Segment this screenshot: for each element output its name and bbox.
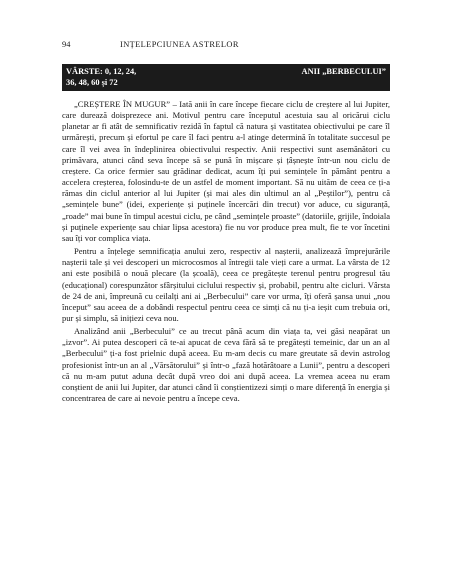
page-number: 94	[62, 40, 71, 49]
ages-label-continued: 36, 48, 60 și 72	[66, 78, 118, 87]
paragraph: „CREȘTERE ÎN MUGUR” – Iată anii în care începe fiecare ciclu de creștere al lui Jupiter, care durează doisprezece ani. Motivul pentru care începutul acestuia sau al oricărui ciclu planetar ar fi atât de semnificativ rezidă în faptul că natura și vastitatea obiectivului pe care îl urmărești, precum și efortul pe care îl faci pentru a-l atinge determină în totalitate succesul pe care îl vei avea în îndeplinirea obiectivului respectiv. Anii respectivi sunt asemănători cu primăvara, atunci când seva începe să se pună în mișcare și țâșnește într-un nou ciclu de creștere. Ca orice fermier sau grădinar dedicat, acum îți pui semințele în pământ pentru a accelera creșterea, folosindu-te de un astfel de moment important. Să nu uităm de ceea ce ți-a rămas din ciclul anterior al lui Jupiter (și mai ales din ultimul an al „Peștilor”), pentru că „semințele bune” (idei, experiențe și puținele încercări din trecut) vor aduce, cu siguranță, „roade” mai bune în timpul acestui ciclu, pe când „semințele proaste” (datoriile, grijile, îndoiala și puținele experiențe sau chiar lipsa acestora) fie nu vor produce prea mult, fie te vor încetini sau îți vor complica viața.	[62, 99, 390, 243]
paragraph: Analizând anii „Berbecului” ce au trecut până acum din viața ta, vei găsi neapărat un „izvor”. Ai putea descoperi că te-ai apucat de ceva fără să te pregătești temeinic, dar un an al „Berbecului” ți-a fost prielnic după aceea. Eu m-am decis cu mare greutate să devin astrolog profesionist într-un an al „Vărsătorului” și într-o „fază hotărâtoare a Lunii”, pentru a descoperi că nu m-am putut aduna decât după vreo doi ani după aceea. La vremea aceea nu eram conștient de anii lui Jupiter, dar atunci când îi conștientizezi simți o mare diferență în energia și concentrarea de care ai nevoie pentru a începe ceva.	[62, 326, 390, 404]
body-text	[62, 99, 390, 404]
paragraph: Pentru a înțelege semnificația anului zero, respectiv al nașterii, analizează împrejurările nașterii tale și vei descoperi un microcosmos al întregii tale vieți care a urmat. La vârsta de 12 ani este posibilă o nouă plecare (la școală), ceea ce pregătește terenul pentru progresul tău (educațional) corespunzător sfârșitului ciclului respectiv și, probabil, pentru alte cicluri. Vârsta de 24 de ani, împreună cu ceilalți ani ai „Berbecului” care vor urma, îți oferă șansa unui „nou început” sau aceea de a dobândi respectul pentru ceea ce simți că nu ți-a ieșit cum trebuia ori, pur și simplu, să inițiezi ceva nou.	[62, 246, 390, 323]
ages-label: VÂRSTE: 0, 12, 24,	[66, 67, 137, 76]
running-head	[62, 40, 390, 54]
banner-row	[66, 66, 386, 77]
sign-label: ANII „BERBECULUI”	[301, 67, 386, 76]
book-page	[62, 40, 390, 404]
running-title: INȚELEPCIUNEA ASTRELOR	[120, 40, 239, 49]
section-banner	[62, 64, 390, 91]
